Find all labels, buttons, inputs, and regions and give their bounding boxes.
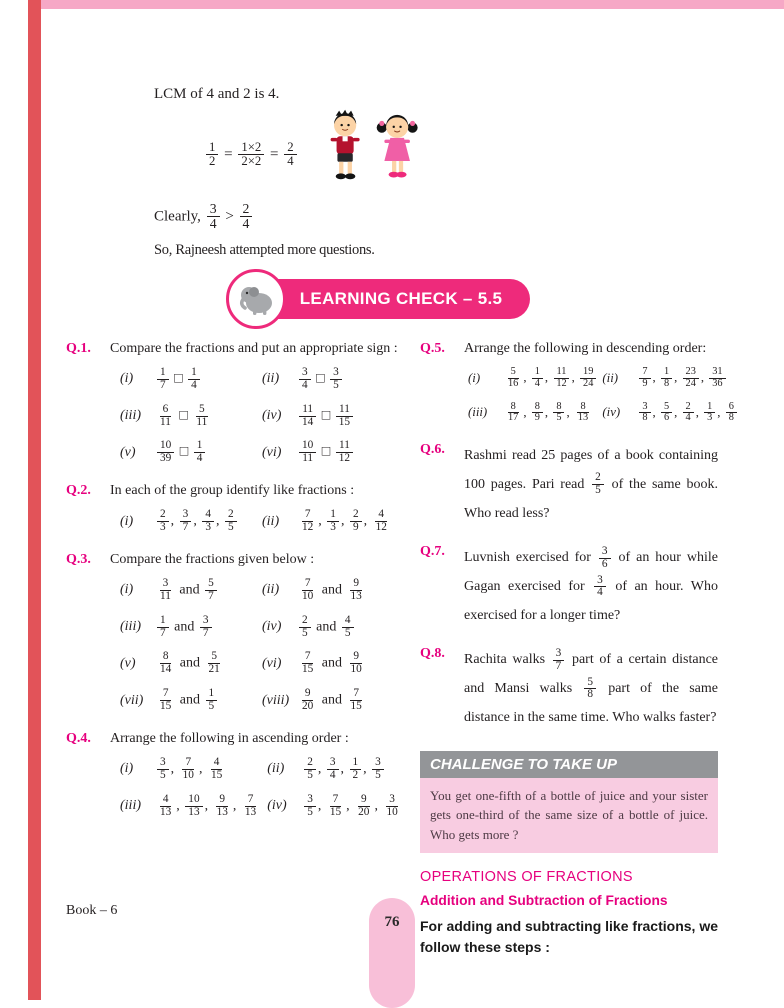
item-math: $\frac{10}{39}$ □ $\frac{1}{4}$	[155, 440, 207, 465]
item-math: $\frac{4}{13}$ , $\frac{10}{13}$ , $\frac{9}{13}$ , $\frac{7}{13}$	[160, 792, 257, 818]
right-column	[420, 340, 734, 958]
intro-equation-row	[154, 107, 718, 202]
question-text: Rashmi read 25 pages of a book containing 100 pages. Pari read $\frac{2}{5}$ of the same book. Who read less?	[464, 448, 718, 521]
item-label: (iv)	[262, 619, 282, 635]
list-item	[262, 651, 398, 676]
children-illustration	[305, 101, 433, 202]
item-math: $\frac{6}{11}$ □ $\frac{5}{11}$	[160, 402, 208, 428]
question-5	[420, 340, 734, 438]
item-label: (iii)	[120, 619, 141, 635]
fraction-equation: $\frac{1}{2}$ = $\frac{1\times 2}{2\times 2}$ = $\frac{2}{4}$	[204, 141, 299, 169]
operations-lead-text: For adding and subtracting like fractions, we follow these steps :	[420, 918, 718, 956]
question-1	[66, 341, 398, 479]
question-3	[66, 552, 398, 727]
question-number: Q.3.	[66, 551, 91, 567]
left-border-bar	[28, 0, 41, 1000]
item-label: (ii)	[262, 513, 280, 529]
question-columns	[66, 340, 734, 958]
intro-section	[154, 86, 718, 259]
operations-heading: OPERATIONS OF FRACTIONS	[420, 869, 633, 886]
item-math: $\frac{3}{5}$ , $\frac{7}{10}$ , $\frac{4}{15}$	[155, 757, 227, 782]
question-6	[420, 442, 718, 540]
list-item	[120, 578, 256, 603]
item-label: (v)	[120, 655, 136, 671]
item-label: (vi)	[262, 444, 282, 460]
page-number: 76	[384, 914, 400, 930]
item-math: $\frac{2}{5}$ and $\frac{4}{5}$	[297, 615, 356, 640]
question-text: Rachita walks $\frac{3}{7}$ part of a certain distance and Mansi walks $\frac{5}{8}$ part of the same distance in the same time. Who walks faster?	[464, 646, 719, 725]
item-label: (i)	[120, 371, 134, 387]
list-item	[262, 404, 398, 429]
question-text: Arrange the following in descending order:	[464, 340, 707, 356]
list-item	[120, 440, 256, 465]
list-item	[602, 402, 738, 425]
item-label: (ii)	[262, 582, 280, 598]
item-math: $\frac{7}{15}$ and $\frac{9}{10}$	[302, 650, 362, 676]
item-label: (i)	[120, 513, 134, 529]
question-4-items	[120, 757, 398, 819]
question-number: Q.4.	[66, 730, 91, 746]
item-math: $\frac{8}{14}$ and $\frac{5}{21}$	[160, 650, 220, 676]
list-item	[120, 794, 261, 819]
question-number: Q.2.	[66, 483, 91, 499]
list-item	[468, 402, 598, 425]
clearly-line: Clearly, $\frac{3}{4}$ > $\frac{2}{4}$	[154, 202, 718, 232]
question-5-items	[468, 365, 734, 424]
question-text: Compare the fractions given below :	[110, 551, 315, 567]
list-item	[120, 404, 256, 429]
operations-subheading: Addition and Subtraction of Fractions	[420, 893, 668, 909]
item-math: $\frac{9}{20}$ and $\frac{7}{15}$	[302, 687, 362, 713]
question-number: Q.7.	[420, 544, 445, 560]
question-text: In each of the group identify like fractions :	[110, 483, 355, 499]
item-math: $\frac{5}{16}$ , $\frac{1}{4}$ , $\frac{11}{12}$ , $\frac{19}{24}$	[503, 367, 598, 390]
list-item	[262, 509, 398, 534]
intro-line: LCM of 4 and 2 is 4.	[154, 86, 280, 102]
item-math: $\frac{11}{14}$ □ $\frac{11}{15}$	[297, 404, 355, 429]
page-content	[66, 0, 734, 958]
question-3-items	[120, 578, 398, 713]
list-item	[262, 440, 398, 465]
list-item	[120, 688, 256, 713]
item-label: (iv)	[262, 408, 282, 424]
challenge-body: You get one-fifth of a bottle of juice and your sister gets one-third of the same size of a bottle of juice. Who gets more ?	[420, 778, 718, 854]
page-number-badge	[369, 898, 415, 1008]
item-label: (iii)	[120, 798, 141, 814]
question-number: Q.6.	[420, 442, 445, 458]
item-label: (v)	[120, 444, 136, 460]
item-math: $\frac{8}{17}$ , $\frac{8}{9}$ , $\frac{8}{5}$ , $\frac{8}{13}$	[508, 400, 589, 424]
question-text: Arrange the following in ascending order :	[110, 730, 349, 746]
item-label: (vi)	[262, 655, 282, 671]
item-math: $\frac{7}{15}$ and $\frac{1}{5}$	[155, 688, 219, 713]
challenge-banner: CHALLENGE TO TAKE UP	[420, 751, 718, 778]
question-4	[66, 731, 398, 833]
list-item	[262, 688, 398, 713]
item-math: $\frac{2}{3}$ , $\frac{3}{7}$ , $\frac{4}{3}$ , $\frac{2}{5}$	[155, 509, 239, 534]
list-item	[262, 367, 398, 392]
item-math: $\frac{2}{5}$ , $\frac{3}{4}$ , $\frac{1}{2}$ , $\frac{3}{5}$	[302, 757, 386, 782]
list-item	[267, 757, 403, 782]
question-7	[420, 544, 718, 642]
list-item	[120, 615, 256, 640]
learning-check-banner	[254, 279, 530, 319]
question-number: Q.8.	[420, 646, 445, 662]
list-item	[120, 509, 256, 534]
item-label: (i)	[120, 761, 134, 777]
question-text: Compare the fractions and put an appropriate sign :	[110, 340, 398, 356]
item-label: (ii)	[267, 761, 285, 777]
item-label: (i)	[120, 582, 134, 598]
list-item	[120, 757, 261, 782]
list-item	[468, 367, 598, 390]
item-label: (i)	[468, 370, 481, 385]
item-label: (viii)	[262, 692, 290, 708]
list-item	[267, 794, 403, 819]
item-math: $\frac{1}{7}$ and $\frac{3}{7}$	[155, 615, 214, 640]
question-2	[66, 483, 398, 548]
list-item	[262, 578, 398, 603]
item-math: $\frac{7}{10}$ and $\frac{9}{13}$	[302, 576, 362, 602]
book-label: Book – 6	[66, 903, 118, 918]
elephant-mascot-icon	[226, 269, 286, 329]
conclusion-line: So, Rajneesh attempted more questions.	[154, 241, 375, 258]
item-label: (iv)	[267, 798, 287, 814]
item-math: $\frac{1}{7}$ □ $\frac{1}{4}$	[155, 367, 202, 392]
item-math: $\frac{3}{8}$ , $\frac{5}{6}$ , $\frac{2}{4}$ , $\frac{1}{3}$ , $\frac{6}{8}$	[637, 402, 738, 425]
question-1-items	[120, 367, 398, 465]
left-column	[66, 341, 398, 958]
item-math: $\frac{7}{9}$ , $\frac{1}{8}$ , $\frac{23}{24}$ , $\frac{31}{36}$	[637, 367, 727, 390]
learning-check-banner-wrap	[66, 279, 718, 319]
item-math: $\frac{10}{11}$ □ $\frac{11}{12}$	[297, 440, 355, 465]
item-label: (ii)	[262, 371, 280, 387]
list-item	[602, 367, 738, 390]
item-label: (iii)	[120, 408, 141, 424]
question-2-items	[120, 509, 398, 534]
question-number: Q.5.	[420, 340, 445, 356]
item-label: (vii)	[120, 692, 144, 708]
item-math: $\frac{3}{5}$ , $\frac{7}{15}$ , $\frac{9}{20}$ , $\frac{3}{10}$	[302, 794, 403, 819]
item-label: (iv)	[602, 405, 621, 420]
list-item	[262, 615, 398, 640]
question-8	[420, 646, 718, 744]
item-math: $\frac{7}{12}$ , $\frac{1}{3}$ , $\frac{2}{9}$ , $\frac{4}{12}$	[302, 508, 387, 534]
item-math: $\frac{3}{4}$ □ $\frac{3}{5}$	[297, 367, 344, 392]
list-item	[120, 651, 256, 676]
item-math: $\frac{3}{11}$ and $\frac{5}{7}$	[155, 578, 219, 603]
list-item	[120, 367, 256, 392]
question-number: Q.1.	[66, 340, 91, 356]
item-label: (iii)	[468, 405, 488, 420]
learning-check-title: LEARNING CHECK – 5.5	[299, 288, 503, 308]
question-text: Luvnish exercised for $\frac{3}{6}$ of an hour while Gagan exercised for $\frac{3}{4}$ of an hour. Who exercised for a longer time?	[464, 544, 718, 623]
item-label: (ii)	[602, 370, 619, 385]
